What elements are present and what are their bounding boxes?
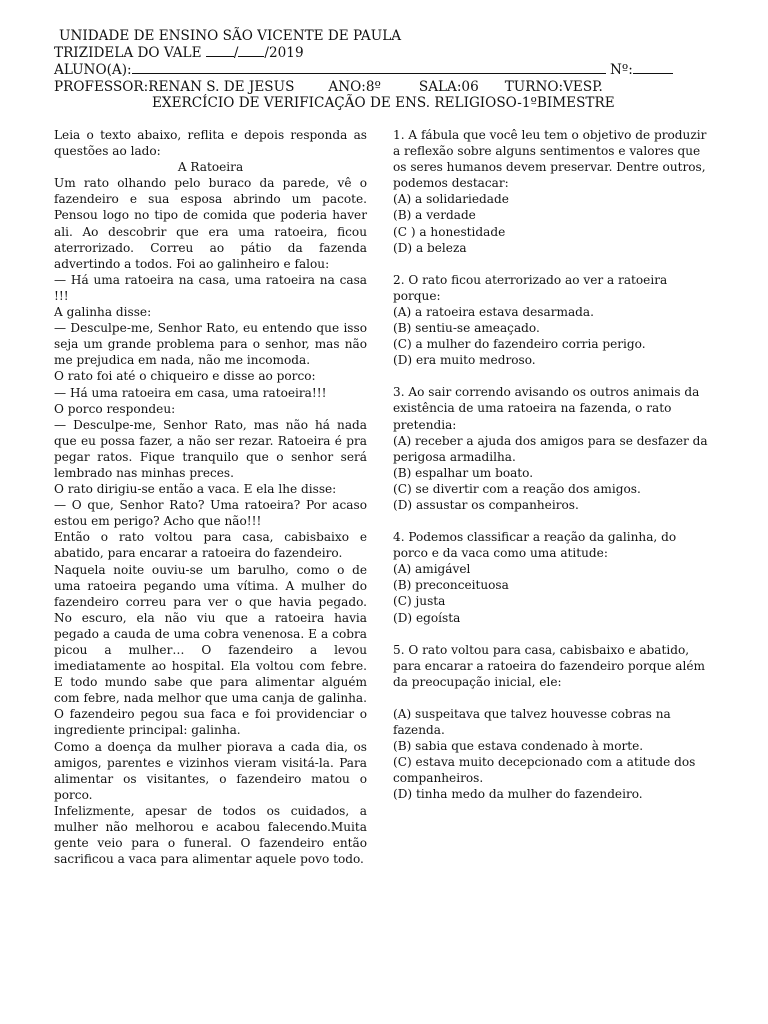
story-paragraph: — Desculpe-me, Senhor Rato, mas não há nada que eu possa fazer, a não ser rezar. Ratoeira é pra pegar ratos. Fique tranquilo que o senhor será lembrado nas minhas preces.	[54, 417, 367, 480]
answer-option[interactable]: (A) amigável	[393, 562, 471, 577]
city-date-line: TRIZIDELA DO VALE / /2019	[54, 45, 304, 62]
teacher-name: PROFESSOR:RENAN S. DE JESUS	[54, 78, 295, 95]
answer-option[interactable]: (B) preconceituosa	[393, 578, 509, 593]
story-paragraph: Naquela noite ouviu-se um barulho, como o de uma ratoeira pegando uma vítima. A mulher do fazendeiro correu para ver o que havia pegado. No escuro, ela não viu que a ratoeira havia pegado a cauda de uma cobra venenosa. E a cobra picou a mulher… O fazendeiro a levou imediatamente ao hospital. Ela voltou com febre. E todo mundo sabe que para alimentar alguém com febre, nada melhor que uma canja de galinha. O fazendeiro pegou sua faca e foi providenciar o ingrediente principal: galinha.	[54, 562, 367, 738]
answer-option[interactable]: (B) a verdade	[393, 208, 476, 223]
student-number-blank[interactable]	[633, 61, 673, 74]
story-paragraph: Como a doença da mulher piorava a cada dia, os amigos, parentes e vizinhos vieram visitá-la. Para alimentar os visitantes, o fazendeiro matou o porco.	[54, 739, 367, 802]
teacher-line	[54, 79, 694, 95]
answer-option[interactable]: (D) a beleza	[393, 240, 467, 255]
questions-column	[393, 127, 713, 818]
answer-option[interactable]: (C) justa	[393, 594, 446, 609]
document-header	[54, 28, 694, 111]
story-paragraph: Um rato olhando pelo buraco da parede, vê o fazendeiro e sua esposa abrindo um pacote. Pensou logo no tipo de comida que poderia haver ali. Ao descobrir que era uma ratoeira, ficou aterrorizado. Correu ao pátio da fazenda advertindo a todos. Foi ao galinheiro e falou:	[54, 176, 367, 271]
question-text: 4. Podemos classificar a reação da galinha, do porco e da vaca como uma atitude:	[393, 530, 677, 561]
class-room: SALA:06	[418, 78, 479, 95]
question-1	[393, 127, 713, 256]
answer-option[interactable]: (C ) a honestidade	[393, 224, 506, 239]
question-3	[393, 384, 713, 513]
question-2	[393, 272, 713, 369]
answer-option[interactable]: (B) sabia que estava condenado à morte.	[393, 739, 644, 754]
story-paragraph: A galinha disse:	[54, 305, 152, 320]
exam-title: EXERCÍCIO DE VERIFICAÇÃO DE ENS. RELIGIOSO-1ºBIMESTRE	[152, 94, 615, 111]
student-name-blank[interactable]	[132, 61, 606, 74]
question-text: 2. O rato ficou aterrorizado ao ver a ratoeira porque:	[393, 272, 668, 303]
answer-option[interactable]: (B) sentiu-se ameaçado.	[393, 321, 540, 336]
answer-option[interactable]: (A) a solidariedade	[393, 192, 509, 207]
answer-option[interactable]: (C) se divertir com a reação dos amigos.	[393, 481, 641, 496]
class-year: ANO:8º	[328, 78, 381, 95]
day-blank[interactable]	[206, 44, 234, 57]
story-paragraph: — Desculpe-me, Senhor Rato, eu entendo que isso seja um grande problema para o senhor, mas não me prejudica em nada, não me incomoda.	[54, 321, 367, 368]
answer-option[interactable]: (A) a ratoeira estava desarmada.	[393, 304, 594, 319]
answer-option[interactable]: (A) receber a ajuda dos amigos para se desfazer da perigosa armadilha.	[393, 433, 708, 464]
question-text: 1. A fábula que você leu tem o objetivo de produzir a reflexão sobre alguns sentimentos e valores que os seres humanos devem preservar. Dentre outros, podemos destacar:	[393, 128, 707, 191]
answer-option[interactable]: (B) espalhar um boato.	[393, 465, 534, 480]
student-line	[54, 61, 694, 78]
student-label: ALUNO(A):	[54, 62, 132, 79]
month-blank[interactable]	[238, 44, 264, 57]
question-text: 3. Ao sair correndo avisando os outros animais da existência de uma ratoeira na fazenda, o rato pretendia:	[393, 385, 700, 432]
answer-option[interactable]: (C) a mulher do fazendeiro corria perigo.	[393, 337, 646, 352]
answer-option[interactable]: (C) estava muito decepcionado com a atitude dos companheiros.	[393, 755, 696, 786]
story-paragraph: — Há uma ratoeira em casa, uma ratoeira!!!	[54, 385, 327, 400]
answer-option[interactable]: (A) suspeitava que talvez houvesse cobras na fazenda.	[393, 706, 671, 737]
story-column	[54, 127, 367, 867]
city-name: TRIZIDELA DO VALE	[54, 45, 202, 62]
answer-option[interactable]: (D) era muito medroso.	[393, 353, 536, 368]
story-paragraph: — O que, Senhor Rato? Uma ratoeira? Por acaso estou em perigo? Acho que não!!!	[54, 498, 367, 529]
story-paragraph: Infelizmente, apesar de todos os cuidados, a mulher não melhorou e acabou falecendo.Muita gente veio para o funeral. O fazendeiro então sacrificou a vaca para alimentar aquele povo todo.	[54, 803, 367, 867]
story-paragraph: Então o rato voltou para casa, cabisbaixo e abatido, para encarar a ratoeira do fazendeiro.	[54, 530, 367, 561]
question-4	[393, 529, 713, 626]
question-5	[393, 642, 713, 803]
story-paragraph: — Há uma ratoeira na casa, uma ratoeira na casa !!!	[54, 272, 367, 303]
story-paragraph: O rato dirigiu-se então a vaca. E ela lhe disse:	[54, 482, 337, 497]
story-paragraph: O rato foi até o chiqueiro e disse ao porco:	[54, 369, 316, 384]
answer-option[interactable]: (D) tinha medo da mulher do fazendeiro.	[393, 787, 643, 802]
number-label: Nº:	[609, 62, 633, 79]
intro-text: Leia o texto abaixo, reflita e depois responda as questões ao lado:	[54, 128, 367, 159]
story-title: A Ratoeira	[177, 160, 244, 175]
class-shift: TURNO:VESP.	[504, 78, 603, 95]
year-text: /2019	[264, 45, 304, 62]
answer-option[interactable]: (D) egoísta	[393, 610, 461, 625]
school-name: UNIDADE DE ENSINO SÃO VICENTE DE PAULA	[59, 28, 402, 44]
story-paragraph: O porco respondeu:	[54, 401, 176, 416]
question-text: 5. O rato voltou para casa, cabisbaixo e abatido, para encarar a ratoeira do fazendeiro porque além da preocupação inicial, ele:	[393, 642, 705, 689]
answer-option[interactable]: (D) assustar os companheiros.	[393, 497, 579, 512]
